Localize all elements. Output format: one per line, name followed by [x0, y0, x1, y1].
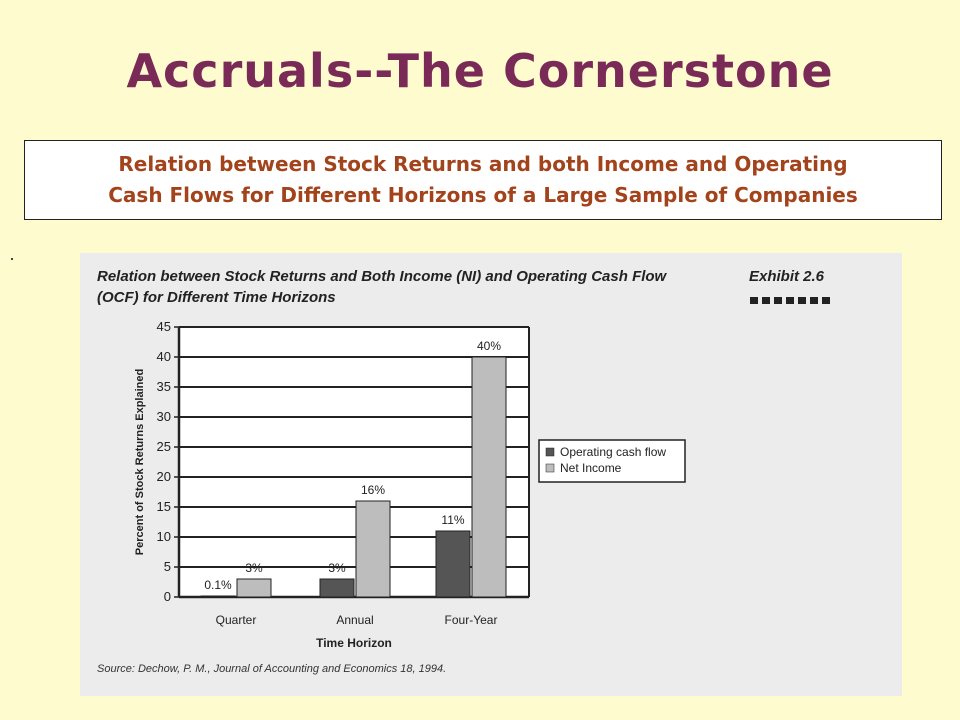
slide-title: Accruals--The Cornerstone: [126, 44, 834, 98]
stray-dot: [11, 258, 13, 260]
y-tick-label: 10: [156, 529, 171, 544]
chart: [80, 253, 902, 696]
y-tick-label: 35: [156, 379, 171, 394]
source-note: Source: Dechow, P. M., Journal of Accounting and Economics 18, 1994.: [97, 663, 447, 675]
exhibit-header-line-1: Relation between Stock Returns and Both Income (NI) and Operating Cash Flow: [97, 268, 667, 285]
y-tick-label: 20: [156, 469, 171, 484]
y-tick-label: 30: [156, 409, 171, 424]
bar-value-label: 3%: [328, 561, 346, 575]
legend-swatch: [546, 464, 554, 472]
subtitle-box: [24, 140, 942, 220]
legend-swatch: [546, 448, 554, 456]
exhibit-dash: [774, 297, 782, 304]
y-tick-label: 15: [156, 499, 171, 514]
exhibit-label: Exhibit 2.6: [749, 268, 825, 285]
exhibit-header-line-2: (OCF) for Different Time Horizons: [97, 289, 336, 306]
bar-value-label: 3%: [245, 561, 263, 575]
y-tick-label: 40: [156, 349, 171, 364]
exhibit-dash: [810, 297, 818, 304]
exhibit-dash: [750, 297, 758, 304]
bar: [436, 531, 470, 597]
y-tick-label: 5: [163, 559, 171, 574]
bar-value-label: 0.1%: [204, 578, 232, 592]
bar: [472, 357, 506, 597]
y-axis-title: Percent of Stock Returns Explained: [134, 368, 146, 556]
exhibit-dash-mark: [750, 297, 830, 304]
x-tick-label: Four-Year: [444, 613, 498, 627]
y-tick-label: 25: [156, 439, 171, 454]
legend: [539, 440, 685, 482]
exhibit-dash: [762, 297, 770, 304]
exhibit-dash: [786, 297, 794, 304]
x-axis-title: Time Horizon: [316, 636, 392, 650]
bar-value-label: 16%: [360, 483, 386, 497]
exhibit-dash: [798, 297, 806, 304]
bar: [201, 596, 235, 597]
bar: [356, 501, 390, 597]
exhibit-dash: [822, 297, 830, 304]
subtitle-line-1: Relation between Stock Returns and both Income and Operating: [118, 152, 848, 176]
y-tick-label: 0: [163, 589, 171, 604]
bar-value-label: 40%: [476, 339, 502, 353]
bar: [237, 579, 271, 597]
subtitle-line-2: Cash Flows for Different Horizons of a Large Sample of Companies: [108, 183, 858, 207]
legend-label: Operating cash flow: [560, 445, 667, 459]
bar-value-label: 11%: [441, 513, 465, 527]
exhibit-panel: [80, 253, 902, 696]
bar: [320, 579, 354, 597]
legend-label: Net Income: [560, 461, 622, 475]
x-tick-label: Quarter: [215, 613, 257, 627]
x-tick-label: Annual: [336, 613, 374, 627]
subtitle-text: [108, 149, 858, 211]
y-tick-label: 45: [156, 319, 171, 334]
